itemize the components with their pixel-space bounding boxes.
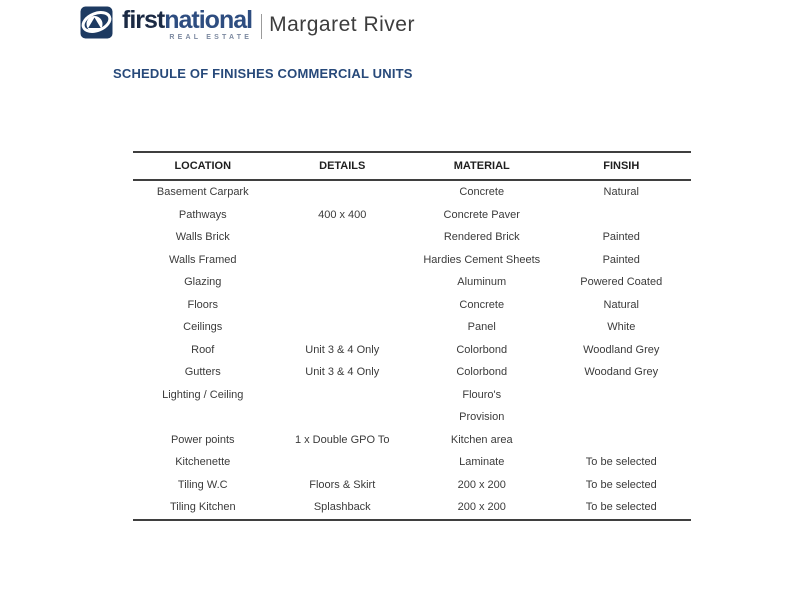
table-cell: Hardies Cement Sheets — [423, 253, 541, 266]
brand-name — [122, 6, 252, 34]
table-cell: Tiling W.C — [177, 478, 228, 491]
brand-wordmark — [122, 8, 252, 41]
table-cell: Unit 3 & 4 Only — [305, 366, 380, 379]
brand-name-first: first — [122, 6, 165, 34]
table-cell: Unit 3 & 4 Only — [305, 343, 380, 356]
table-row — [133, 451, 691, 474]
table-cell: Tiling Kitchen — [169, 501, 236, 514]
table-row — [133, 316, 691, 339]
table-cell: To be selected — [585, 478, 657, 491]
column-header-finish: FINSIH — [603, 160, 640, 172]
table-cell: Basement Carpark — [156, 186, 249, 199]
brand-header — [80, 6, 415, 41]
table-cell: Colorbond — [456, 343, 508, 356]
table-cell: Concrete — [459, 186, 505, 199]
office-name: Margaret River — [269, 13, 415, 36]
table-cell: Panel — [467, 321, 496, 334]
brand-name-second: national — [164, 6, 253, 34]
table-cell: Walls Framed — [169, 253, 237, 266]
table-cell: 200 x 200 — [457, 478, 506, 491]
table-cell: Woodland Grey — [583, 343, 660, 356]
table-row — [133, 384, 691, 407]
table-cell: Provision — [459, 411, 505, 424]
table-row — [133, 429, 691, 452]
table-cell: Natural — [603, 186, 639, 199]
table-cell: White — [607, 321, 636, 334]
table-cell: 400 x 400 — [318, 208, 367, 221]
column-header-material: MATERIAL — [453, 160, 510, 172]
table-cell: Gutters — [184, 366, 221, 379]
table-body — [133, 181, 691, 521]
table-header-row — [133, 151, 691, 181]
table-cell: Colorbond — [456, 366, 508, 379]
table-row — [133, 226, 691, 249]
table-cell: 1 x Double GPO To — [294, 433, 390, 446]
column-header-details: DETAILS — [319, 160, 366, 172]
table-row — [133, 339, 691, 362]
brand-tagline: REAL ESTATE — [169, 34, 253, 41]
table-cell: Walls Brick — [175, 231, 230, 244]
table-row — [133, 249, 691, 272]
table-row — [133, 204, 691, 227]
column-header-location: LOCATION — [174, 160, 232, 172]
table-cell: Natural — [603, 298, 639, 311]
table-cell: To be selected — [585, 501, 657, 514]
table-cell: Rendered Brick — [443, 231, 520, 244]
table-cell: Concrete — [459, 298, 505, 311]
table-cell: Painted — [602, 253, 640, 266]
table-cell: Painted — [602, 231, 640, 244]
table-cell: Floors & Skirt — [309, 478, 376, 491]
table-cell: Aluminum — [457, 276, 507, 289]
table-cell: To be selected — [585, 456, 657, 469]
table-cell: Glazing — [184, 276, 222, 289]
table-cell: 200 x 200 — [457, 501, 506, 514]
first-national-logo-icon — [80, 6, 113, 39]
table-cell: Power points — [170, 433, 235, 446]
table-cell: Flouro's — [462, 388, 502, 401]
table-cell: Splashback — [313, 501, 371, 514]
table-cell: Floors — [187, 298, 219, 311]
logo-divider — [261, 14, 262, 39]
table-row — [133, 181, 691, 204]
table-row — [133, 474, 691, 497]
table-cell: Kitchen area — [450, 433, 513, 446]
table-row — [133, 361, 691, 384]
table-cell: Roof — [191, 343, 215, 356]
table-row — [133, 271, 691, 294]
page-title: SCHEDULE OF FINISHES COMMERCIAL UNITS — [113, 66, 413, 81]
table-cell: Pathways — [178, 208, 227, 221]
table-cell: Powered Coated — [580, 276, 663, 289]
table-row — [133, 294, 691, 317]
table-row — [133, 406, 691, 429]
table-cell: Lighting / Ceiling — [162, 388, 244, 401]
table-cell: Concrete Paver — [443, 208, 520, 221]
table-row — [133, 496, 691, 519]
table-cell: Kitchenette — [175, 456, 231, 469]
schedule-table — [133, 151, 691, 521]
table-cell: Laminate — [459, 456, 505, 469]
table-cell: Woodand Grey — [584, 366, 659, 379]
table-cell: Ceilings — [183, 321, 223, 334]
